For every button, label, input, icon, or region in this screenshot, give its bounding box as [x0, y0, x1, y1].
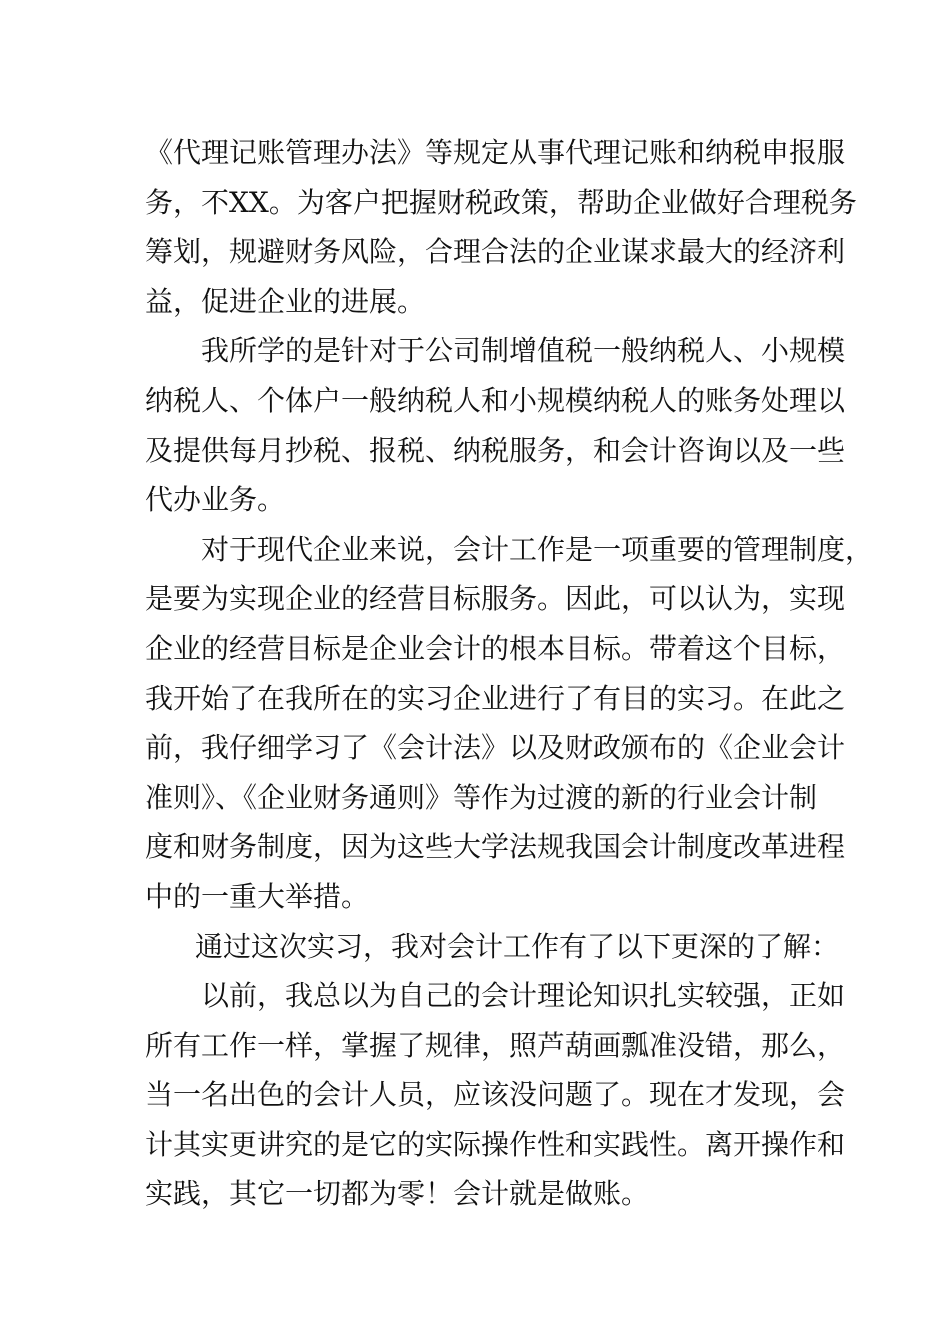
- paragraph-5-line-2: 所有工作一样，掌握了规律，照芦葫画瓢准没错，那么，: [145, 1028, 846, 1062]
- paragraph-3-line-7: 度和财务制度，因为这些大学法规我国会计制度改革进程: [145, 830, 846, 864]
- paragraph-3-line-5: 前，我仔细学习了《会计法》以及财政颁布的《企业会计: [145, 731, 846, 765]
- paragraph-3-line-3: 企业的经营目标是企业会计的根本目标。带着这个目标，: [145, 631, 846, 665]
- text-line-3: 筹划，规避财务风险，合理合法的企业谋求最大的经济利: [145, 235, 846, 269]
- paragraph-4-line-1: 通过这次实习，我对会计工作有了以下更深的了解：: [195, 929, 840, 963]
- paragraph-5-line-1: 以前，我总以为自己的会计理论知识扎实较强，正如: [201, 979, 846, 1013]
- paragraph-2-line-4: 代办业务。: [145, 483, 286, 517]
- paragraph-2-line-3: 及提供每月抄税、报税、纳税服务，和会计咨询以及一些: [145, 433, 846, 467]
- text-line-2: 务，不XX。为客户把握财税政策，帮助企业做好合理税务: [145, 185, 857, 219]
- paragraph-3-line-1: 对于现代企业来说，会计工作是一项重要的管理制度，: [201, 532, 874, 566]
- paragraph-5-line-4: 计其实更讲究的是它的实际操作性和实践性。离开操作和: [145, 1127, 846, 1161]
- paragraph-3-line-8: 中的一重大举措。: [145, 879, 370, 913]
- paragraph-3-line-6: 准则》、《企业财务通则》等作为过渡的新的行业会计制: [145, 780, 818, 814]
- paragraph-5-line-5: 实践，其它一切都为零！会计就是做账。: [145, 1177, 650, 1211]
- paragraph-3-line-2: 是要为实现企业的经营目标服务。因此，可以认为，实现: [145, 582, 846, 616]
- paragraph-2-line-1: 我所学的是针对于公司制增值税一般纳税人、小规模: [201, 334, 846, 368]
- paragraph-3-line-4: 我开始了在我所在的实习企业进行了有目的实习。在此之: [145, 681, 846, 715]
- document-body: [145, 128, 874, 1219]
- paragraph-5-line-3: 当一名出色的会计人员，应该没问题了。现在才发现，会: [145, 1078, 846, 1112]
- text-line-1: 《代理记账管理办法》等规定从事代理记账和纳税申报服: [145, 136, 846, 169]
- paragraph-2-line-2: 纳税人、个体户一般纳税人和小规模纳税人的账务处理以: [145, 383, 846, 417]
- text-line-4: 益，促进企业的进展。: [145, 284, 426, 318]
